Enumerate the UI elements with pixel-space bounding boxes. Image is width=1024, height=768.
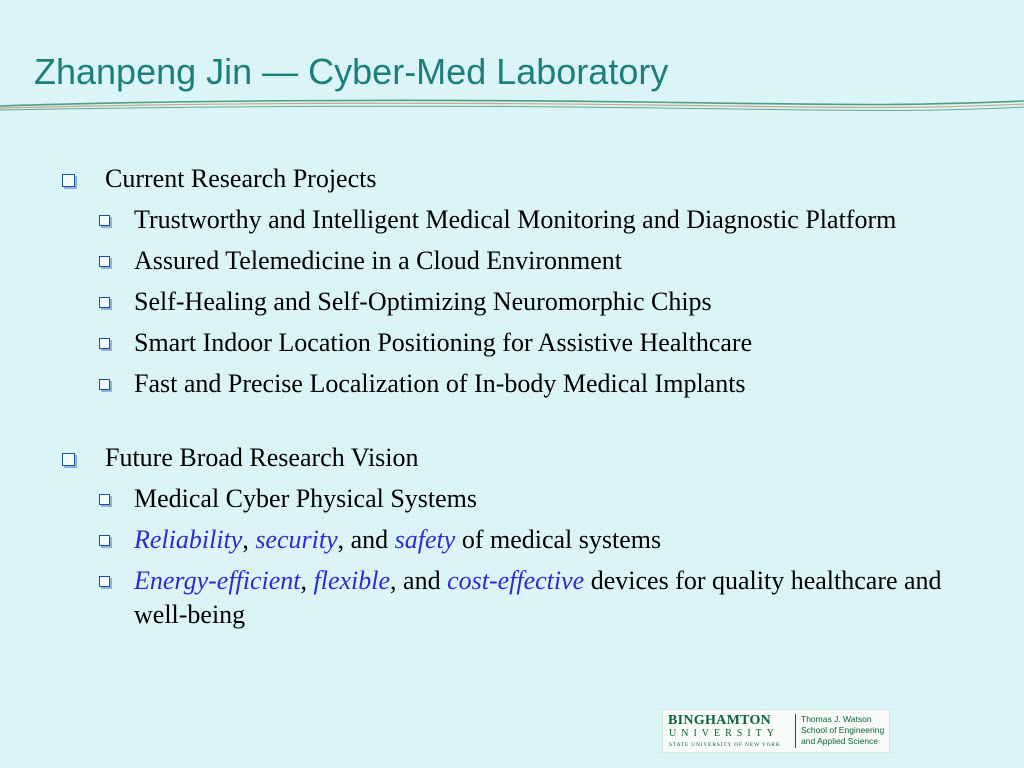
emphasis-text: flexible xyxy=(313,566,391,595)
list-item xyxy=(62,482,962,516)
section-spacer xyxy=(62,401,962,435)
emphasis-text: safety xyxy=(394,525,456,554)
logo-school-name xyxy=(801,714,884,747)
logo-divider xyxy=(795,714,796,748)
square-outline-bullet-icon xyxy=(99,338,110,349)
list-item-text: Assured Telemedicine in a Cloud Environment xyxy=(134,246,622,275)
logo-school-line: School of Engineering xyxy=(801,725,885,735)
list-item xyxy=(62,203,962,237)
logo-line-suny: STATE UNIVERSITY OF NEW YORK xyxy=(669,742,781,748)
separator-text: , xyxy=(242,525,256,554)
square-outline-bullet-icon xyxy=(99,494,110,505)
square-outline-bullet-icon xyxy=(62,453,75,466)
logo-school-line: and Applied Science xyxy=(801,736,879,746)
square-outline-bullet-icon xyxy=(99,256,110,267)
square-outline-bullet-icon xyxy=(99,215,110,226)
square-outline-bullet-icon xyxy=(99,379,110,390)
section-heading-text: Future Broad Research Vision xyxy=(105,443,419,472)
list-item-tail: of medical systems xyxy=(455,525,662,554)
square-outline-bullet-icon xyxy=(99,297,110,308)
list-item-text: Trustworthy and Intelligent Medical Monitoring and Diagnostic Platform xyxy=(134,205,897,234)
separator-text: , and xyxy=(337,525,395,554)
list-item xyxy=(62,367,962,401)
slide-title: Zhanpeng Jin — Cyber-Med Laboratory xyxy=(34,51,669,92)
slide-content xyxy=(62,156,962,632)
logo-university-name xyxy=(668,713,792,751)
square-outline-bullet-icon xyxy=(62,174,75,187)
emphasis-text: security xyxy=(255,525,338,554)
separator-text: , xyxy=(300,566,314,595)
list-item xyxy=(62,244,962,278)
list-item xyxy=(62,564,962,632)
emphasis-text: Energy-efficient xyxy=(134,566,301,595)
square-outline-bullet-icon xyxy=(99,535,110,546)
logo-line-university: UNIVERSITY xyxy=(669,728,779,739)
title-divider-line xyxy=(0,96,1024,120)
logo-line-binghamton: BINGHAMTON xyxy=(668,713,772,728)
separator-text: , and xyxy=(390,566,448,595)
section-heading xyxy=(62,441,962,475)
emphasis-text: Reliability xyxy=(134,525,243,554)
list-item xyxy=(62,523,962,557)
square-outline-bullet-icon xyxy=(99,576,110,587)
section-heading-text: Current Research Projects xyxy=(105,164,377,193)
university-logo xyxy=(662,709,890,753)
section-heading xyxy=(62,162,962,196)
list-item-text: Fast and Precise Localization of In-body Medical Implants xyxy=(134,369,746,398)
list-item-text: Self-Healing and Self-Optimizing Neuromorphic Chips xyxy=(134,287,712,316)
list-item xyxy=(62,285,962,319)
logo-school-line: Thomas J. Watson xyxy=(801,714,872,724)
list-item-text: Medical Cyber Physical Systems xyxy=(134,484,478,513)
list-item xyxy=(62,326,962,360)
list-item-text: Smart Indoor Location Positioning for Assistive Healthcare xyxy=(134,328,753,357)
emphasis-text: cost-effective xyxy=(447,566,585,595)
list-item-tail: devices for quality healthcare and well-being xyxy=(134,566,942,629)
